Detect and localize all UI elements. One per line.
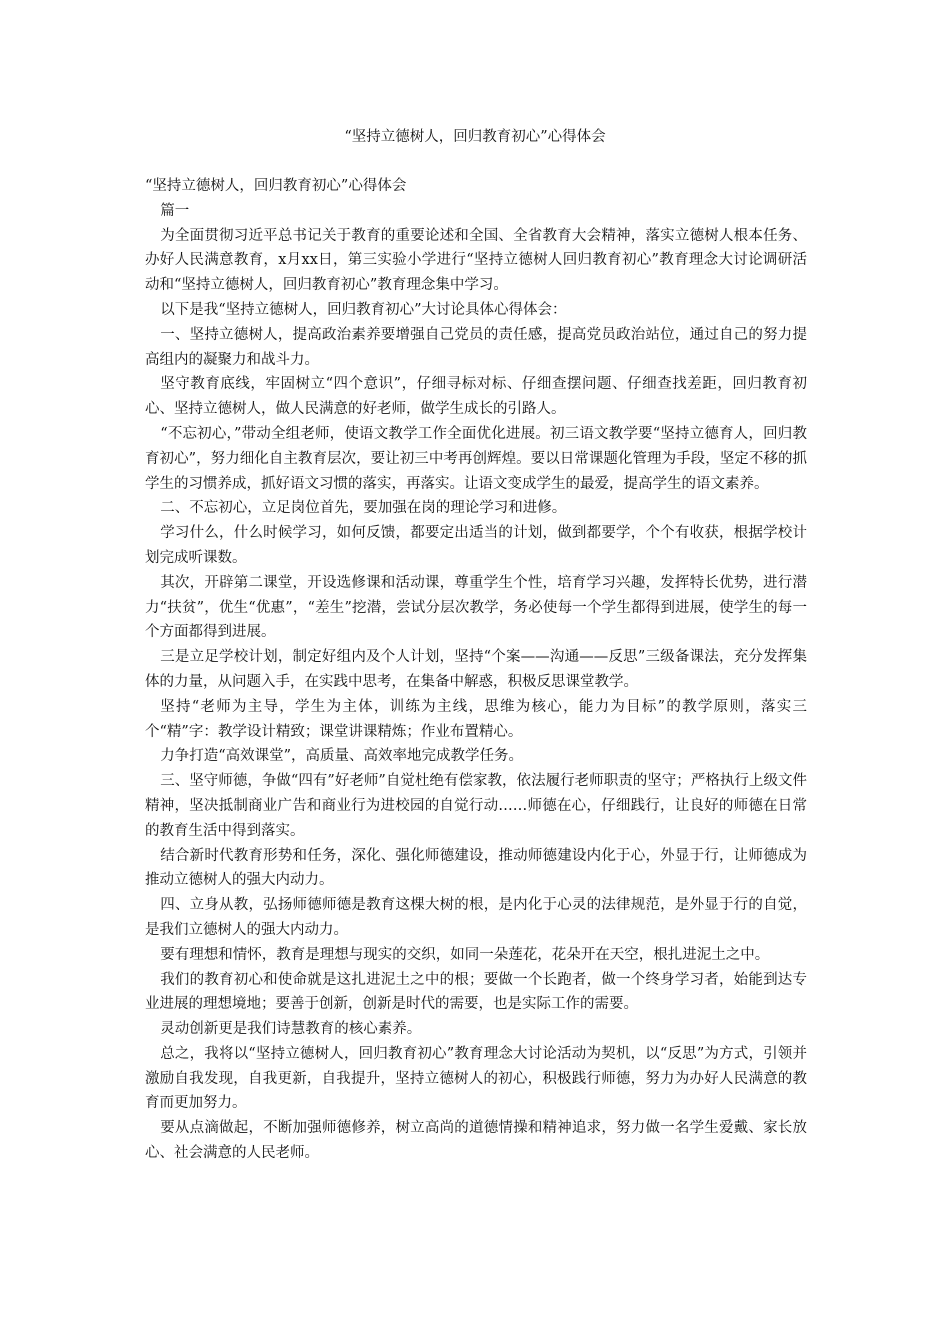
section-label: 篇一	[160, 202, 190, 219]
paragraph: 为全面贯彻习近平总书记关于教育的重要论述和全国、全省教育大会精神，落实立德树人根本任务、办好人民满意教育，x月xx日，第三实验小学进行“坚持立德树人回归教育初心”教育理念大讨论调研活动和“坚持立德树人，回归教育初心”教育理念集中学习。	[145, 227, 807, 294]
paragraph: 坚守教育底线，牢固树立“四个意识”，仔细寻标对标、仔细查摆问题、仔细查找差距，回归教育初心、坚持立德树人，做人民满意的好老师，做学生成长的引路人。	[145, 376, 807, 418]
paragraph: 要从点滴做起，不断加强师德修养，树立高尚的道德情操和精神追求，努力做一名学生爱戴、家长放心、社会满意的人民老师。	[145, 1120, 807, 1162]
paragraph: 要有理想和情怀，教育是理想与现实的交织，如同一朵莲花，花朵开在天空，根扎进泥土之中。	[160, 946, 770, 963]
document-body	[145, 174, 807, 1166]
paragraph: 四、立身从教，弘扬师德师德是教育这棵大树的根，是内化于心灵的法律规范，是外显于行的自觉，是我们立德树人的强大内动力。	[145, 897, 807, 938]
paragraph: 三、坚守师德，争做“四有”好老师”自觉杜绝有偿家教，依法履行老师职责的坚守；严格执行上级文件精神，坚决抵制商业广告和商业行为进校园的自觉行动……师德在心，仔细践行，让良好的师德在日常的教育生活中得到落实。	[145, 773, 807, 839]
paragraph: 以下是我“坚持立德树人，回归教育初心”大讨论具体心得体会：	[160, 301, 567, 318]
document-title: “坚持立德树人，回归教育初心”心得体会	[344, 129, 606, 145]
paragraph: “不忘初心，”带动全组老师，使语文教学工作全面优化进展。初三语文教学要“坚持立德育人，回归教育初心”，努力细化自主教育层次，要让初三中考再创辉煌。要以日常课题化管理为手段，坚定不移的抓学生的习惯养成，抓好语文习惯的落实，再落实。让语文变成学生的最爱，提高学生的语文素养。	[145, 425, 807, 492]
paragraph: 坚持“老师为主导，学生为主体，训练为主线，思维为核心，能力为目标”的教学原则，落实三个“精”字：教学设计精致；课堂讲课精炼；作业布置精心。	[145, 698, 807, 740]
document-subtitle: “坚持立德树人，回归教育初心”心得体会	[145, 178, 407, 194]
paragraph: 结合新时代教育形势和任务，深化、强化师德建设，推动师德建设内化于心，外显于行，让师德成为推动立德树人的强大内动力。	[145, 847, 807, 889]
paragraph: 我们的教育初心和使命就是这扎进泥土之中的根；要做一个长跑者，做一个终身学习者，始能到达专业进展的理想境地；要善于创新，创新是时代的需要，也是实际工作的需要。	[145, 971, 807, 1013]
paragraph: 总之，我将以“坚持立德树人，回归教育初心”教育理念大讨论活动为契机，以“反思”为方式，引领并激励自我发现，自我更新，自我提升，坚持立德树人的初心，积极践行师德，努力为办好人民满意的教育而更加努力。	[145, 1045, 807, 1112]
paragraph: 其次，开辟第二课堂，开设选修课和活动课，尊重学生个性，培育学习兴趣，发挥特长优势，进行潜力“扶贫”，优生“优惠”，“差生”挖潜，尝试分层次教学，务必使每一个学生都得到进展，使学生的每一个方面都得到进展。	[145, 574, 807, 641]
paragraph: 学习什么，什么时候学习，如何反馈，都要定出适当的计划，做到都要学，个个有收获，根据学校计划完成听课数。	[145, 525, 807, 566]
paragraph: 灵动创新更是我们诗慧教育的核心素养。	[160, 1021, 422, 1038]
paragraph: 力争打造“高效课堂”，高质量、高效率地完成教学任务。	[160, 748, 524, 765]
paragraph: 三是立足学校计划，制定好组内及个人计划，坚持“个案——沟通——反思”三级备课法，充分发挥集体的力量，从问题入手，在实践中思考，在集备中解惑，积极反思课堂教学。	[145, 649, 807, 690]
paragraph: 二、不忘初心，立足岗位首先，要加强在岗的理论学习和进修。	[160, 500, 567, 517]
paragraph: 一、坚持立德树人，提高政治素养要增强自己党员的责任感，提高党员政治站位，通过自己的努力提高组内的凝聚力和战斗力。	[145, 326, 807, 368]
